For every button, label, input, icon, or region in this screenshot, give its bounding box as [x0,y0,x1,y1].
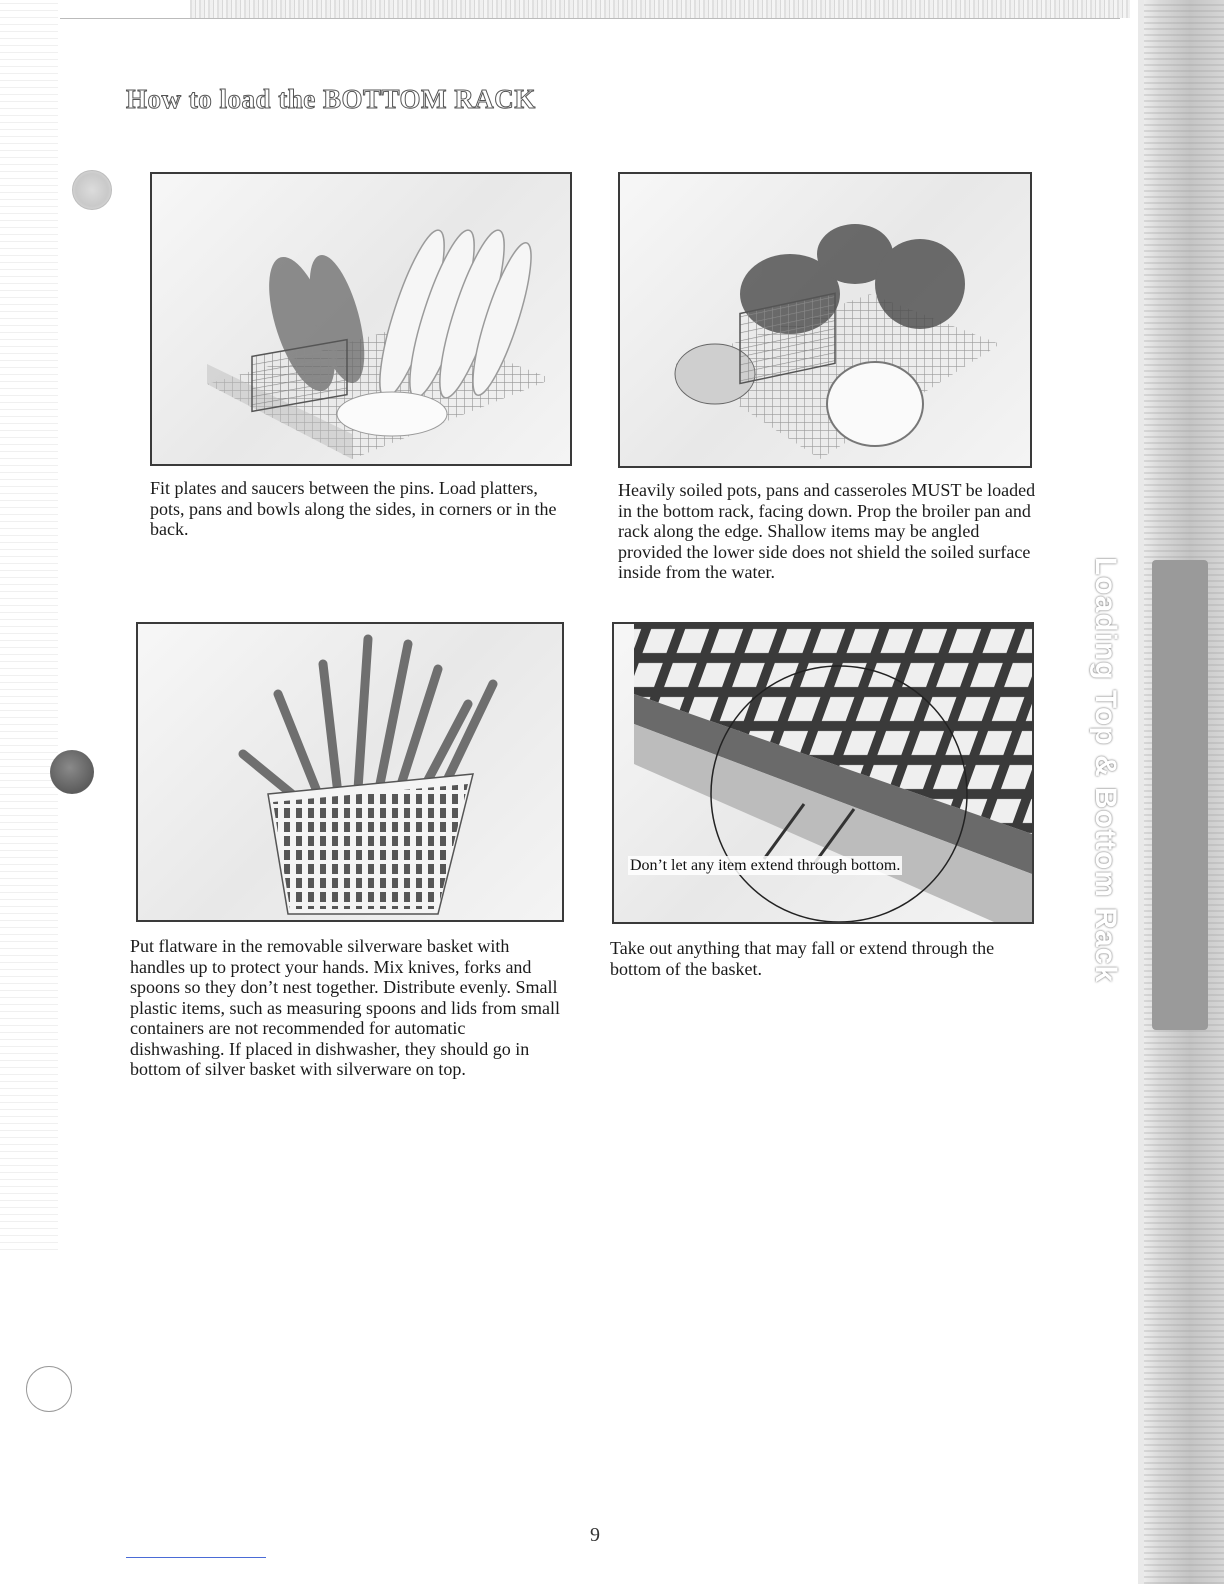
caption-take-out: Take out anything that may fall or extend through the bottom of the basket. [610,938,995,979]
caption-flatware: Put flatware in the removable silverware basket with handles up to protect your hands. Mix knives, forks and spoons so they don’t nest together. Distribute evenly. Small plastic items, such as measuring spoons and lids from small containers are not recommended for automatic dishwashing. If placed in dishwasher, they should go in bottom of silver basket with silverware on top. [130,936,560,1079]
photo-plates-in-rack [150,172,572,466]
page-title: How to load the BOTTOM RACK [126,84,536,114]
photo-silverware-basket [136,622,564,922]
scan-right-edge [1138,0,1224,1584]
rack-pots-illustration [620,174,1030,466]
photo-rack-closeup [612,622,1034,924]
photo-pots-in-rack [618,172,1032,468]
silverware-basket-illustration [138,624,562,920]
page-number: 9 [590,1524,600,1546]
callout-label: Don’t let any item extend through bottom. [630,857,901,874]
caption-pots: Heavily soiled pots, pans and casseroles MUST be loaded in the bottom rack, facing down. Prop the broiler pan and rack along the edge. Shallow items may be angled provided the lower side does not shield the soiled surface inside from the water. [618,480,1036,582]
binder-hole-middle [50,750,94,794]
rack-closeup-illustration [614,624,1032,922]
caption-plates: Fit plates and saucers between the pins. Load platters, pots, pans and bowls along the sides, in corners or in the back. [150,478,557,539]
section-tab [1152,560,1208,1030]
section-tab-label: Loading Top & Bottom Rack [1089,556,1122,984]
binder-hole-top [72,170,112,210]
footer-rule [126,1557,266,1558]
rack-plates-illustration [152,174,570,464]
scan-top-line [60,18,1120,19]
binder-hole-bottom [26,1366,72,1412]
scan-top-noise [190,0,1130,18]
scan-left-edge [0,0,58,1250]
